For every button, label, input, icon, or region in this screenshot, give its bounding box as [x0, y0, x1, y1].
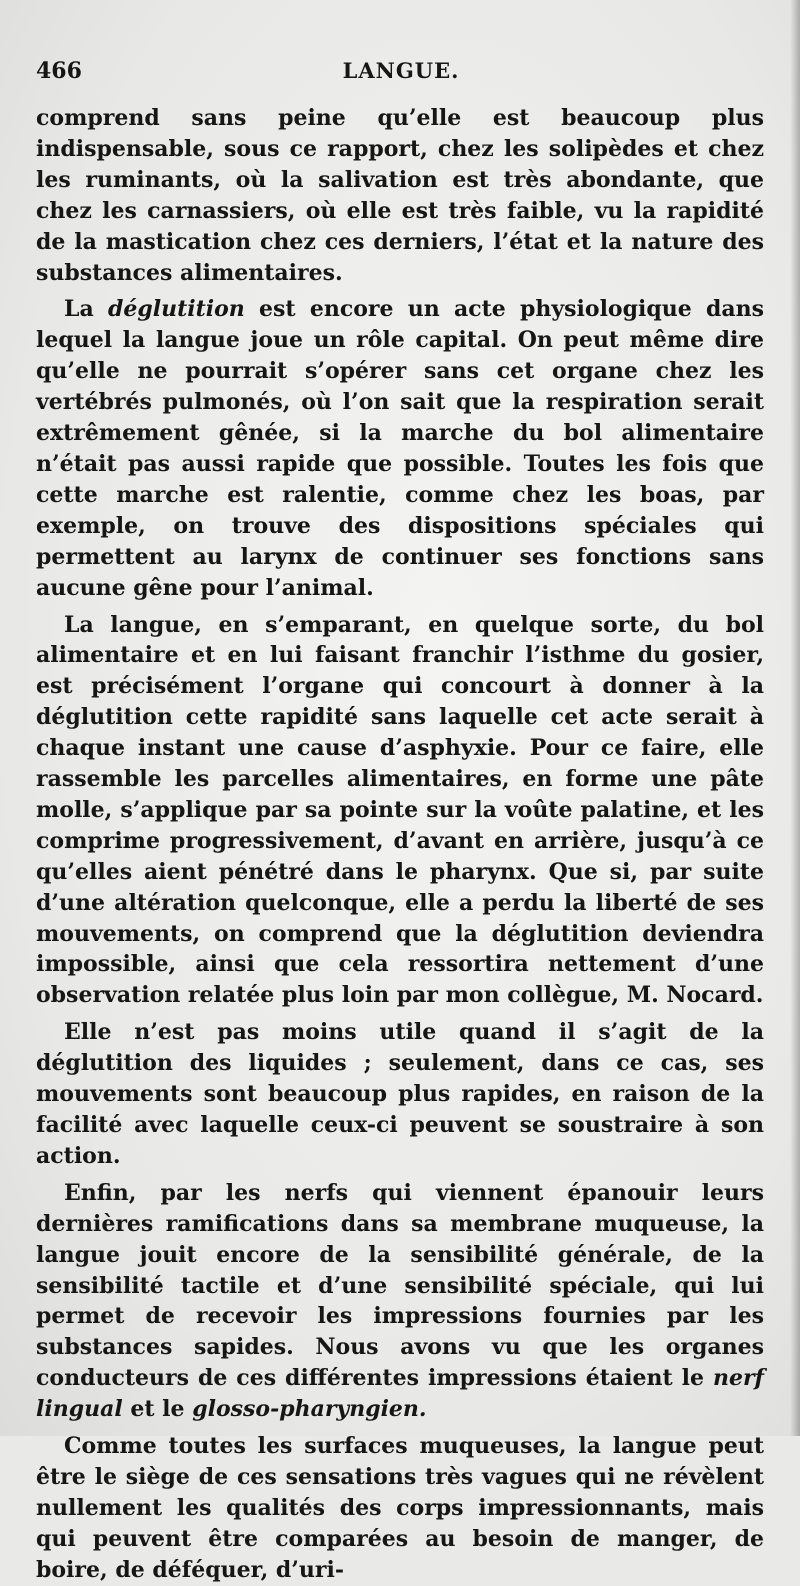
- text-segment: La langue, en s’emparant, en quelque sorte, du bol alimentaire et en lui faisant franchir l’isthme du gosier, est précisément l’organe qui concourt à donner à la déglutition cette rapidité sans laquelle cet acte serait à chaque instant une cause d’asphyxie. Pour ce faire, elle rassemble les parcelles alimentaires, en forme une pâte molle, s’applique par sa pointe sur la voûte palatine, et les comprime progressivement, d’avant en arrière, jusqu’à ce qu’elles aient pénétré dans le pharynx. Que si, par suite d’une altération quelconque, elle a perdu la liberté de ses mouvements, on comprend que la déglutition deviendra impossible, ainsi que cela ressortira nettement d’une observation relatée plus loin par mon collègue, M. Nocard.: [36, 611, 764, 1009]
- text-segment: est encore un acte physiologique dans lequel la langue joue un rôle capital. On peut même dire qu’elle ne pourrait s’opérer sans cet organe chez les vertébrés pulmonés, où l’on sait que la respiration serait extrêmement gênée, si la marche du bol alimentaire n’était pas aussi rapide que possible. Toutes les fois que cette marche est ralentie, comme chez les boas, par exemple, on trouve des dispositions spéciales qui permettent au larynx de continuer ses fonctions sans aucune gêne pour l’animal.: [36, 296, 764, 601]
- paragraph: [36, 294, 764, 603]
- text-segment: La: [64, 296, 108, 323]
- body-text: [36, 103, 764, 1586]
- paragraph: [36, 1431, 764, 1586]
- page-header: [36, 58, 766, 92]
- paragraph: [36, 1017, 764, 1172]
- paragraph: [36, 103, 764, 288]
- text-segment: Comme toutes les surfaces muqueuses, la langue peut être le siège de ces sensations très vagues qui ne révèlent nullement les qualités des corps impressionnants, mais qui peuvent être comparées au besoin de manger, de boire, de déféquer, d’uri-: [36, 1433, 764, 1583]
- running-head: LANGUE.: [342, 58, 460, 83]
- text-segment: Enfin, par les nerfs qui viennent épanouir leurs dernières ramifications dans sa membrane muqueuse, la langue jouit encore de la sensibilité générale, de la sensibilité tactile et d’une sensibilité spéciale, qui lui permet de recevoir les impressions fournies par les substances sapides. Nous avons vu que les organes conducteurs de ces différentes impressions étaient le: [36, 1179, 764, 1392]
- page-number: 466: [36, 58, 82, 84]
- text-segment: comprend sans peine qu’elle est beaucoup plus indispensable, sous ce rapport, chez les solipèdes et chez les ruminants, où la salivation est très abondante, que chez les carnassiers, où elle est très faible, vu la rapidité de la mastication chez ces derniers, l’état et la nature des substances alimentaires.: [36, 105, 764, 286]
- paragraph: [36, 610, 764, 1012]
- italic-term: nerf lingual: [36, 1365, 764, 1423]
- text-segment: Elle n’est pas moins utile quand il s’agit de la déglutition des liquides ; seulement, dans ce cas, ses mouvements sont beaucoup plus rapides, en raison de la facilité avec laquelle ceux-ci peuvent se soustraire à son action.: [36, 1019, 764, 1169]
- paragraph: [36, 1178, 764, 1425]
- text-segment: et le: [122, 1396, 193, 1423]
- italic-term: glosso-pharyngien.: [192, 1396, 427, 1423]
- italic-term: déglutition: [107, 296, 245, 323]
